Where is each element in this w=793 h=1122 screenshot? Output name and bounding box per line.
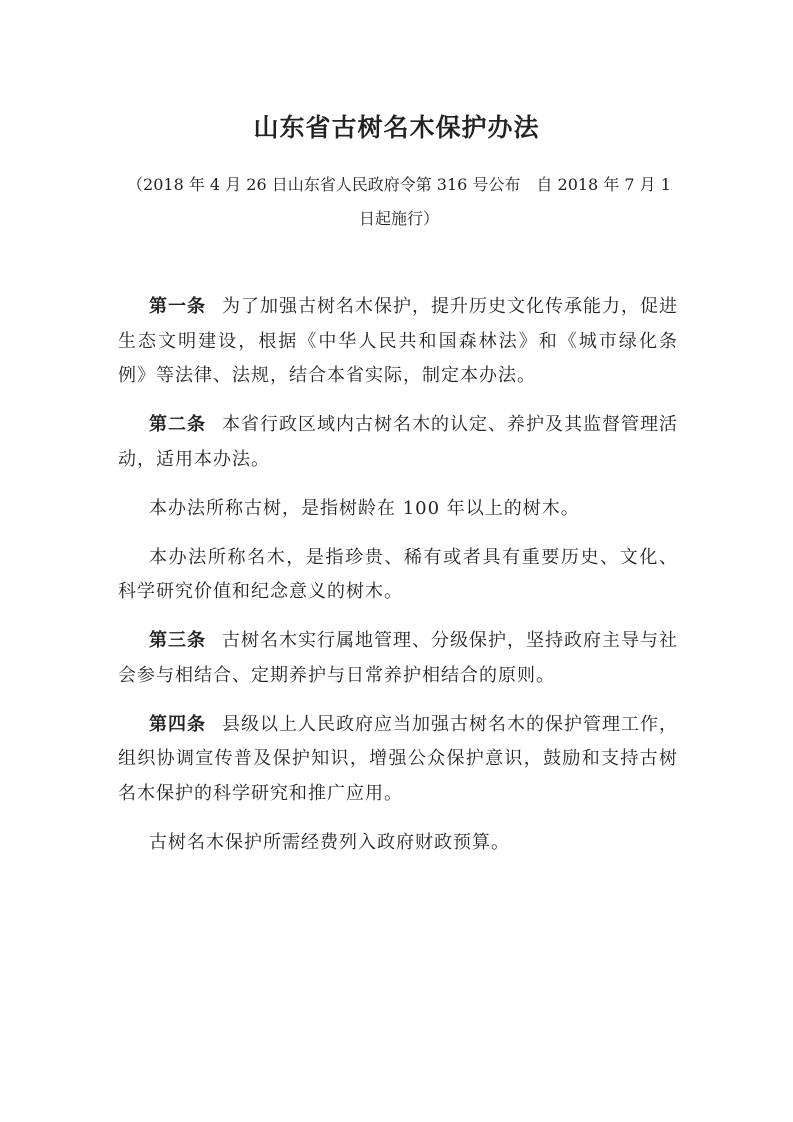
body-paragraph [118, 492, 678, 527]
article-paragraph [118, 290, 678, 394]
body-paragraph [118, 541, 678, 610]
article-text: 古树名木实行属地管理、分级保护，坚持政府主导与社会参与相结合、定期养护与日常养护相结合的原则。 [118, 630, 678, 686]
article-label: 第一条 [149, 296, 206, 317]
article-text: 为了加强古树名木保护，提升历史文化传承能力，促进生态文明建设，根据《中华人民共和国森林法》和《城市绿化条例》等法律、法规，结合本省实际，制定本办法。 [118, 296, 678, 386]
document-body [118, 290, 678, 875]
body-paragraph [118, 826, 678, 861]
document-title: 山东省古树名木保护办法 [253, 113, 540, 142]
article-paragraph [118, 624, 678, 693]
article-label: 第三条 [149, 630, 206, 651]
article-paragraph [118, 708, 678, 812]
paragraph-text: 古树名木保护所需经费列入政府财政预算。 [149, 831, 510, 853]
article-label: 第四条 [149, 713, 206, 735]
document-subtitle: （2018 年 4 月 26 日山东省人民政府令第 316 号公布 自 2018 年 7 月 1 日起施行） [127, 175, 671, 228]
article-paragraph [118, 408, 678, 477]
paragraph-text: 本办法所称古树，是指树龄在 100 年以上的树木。 [149, 497, 580, 519]
article-text: 县级以上人民政府应当加强古树名木的保护管理工作，组织协调宣传普及保护知识，增强公众保护意识，鼓励和支持古树名木保护的科学研究和推广应用。 [118, 713, 678, 804]
paragraph-text: 本办法所称名木，是指珍贵、稀有或者具有重要历史、文化、科学研究价值和纪念意义的树木。 [118, 546, 678, 602]
article-text: 本省行政区域内古树名木的认定、养护及其监督管理活动，适用本办法。 [118, 414, 678, 470]
article-label: 第二条 [149, 414, 206, 435]
